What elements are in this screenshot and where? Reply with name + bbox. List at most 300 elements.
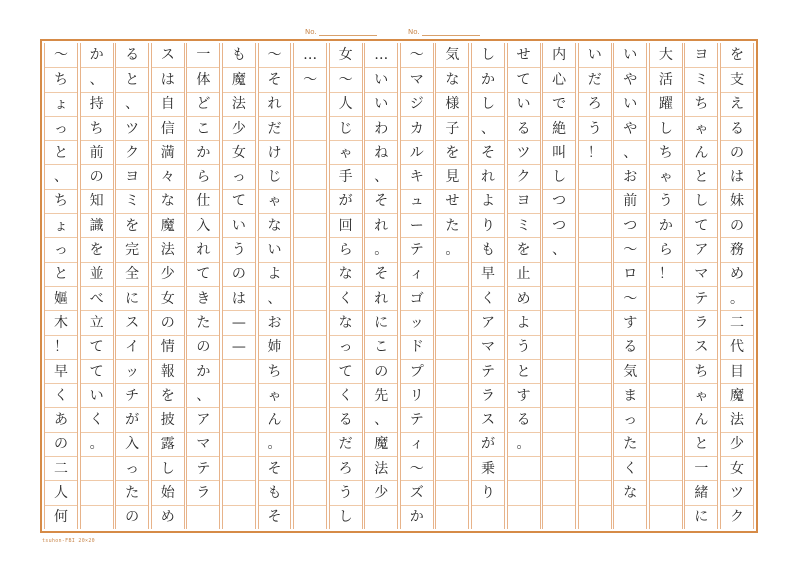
grid-cell: 先 <box>365 383 397 407</box>
grid-cell <box>436 359 468 383</box>
grid-cell: ア <box>187 407 219 431</box>
manuscript-column <box>80 43 114 529</box>
grid-cell: チ <box>116 383 148 407</box>
grid-cell <box>543 286 575 310</box>
grid-cell: に <box>685 505 717 529</box>
grid-cell: を <box>508 237 540 261</box>
grid-cell: ア <box>472 310 504 334</box>
grid-cell: う <box>650 189 682 213</box>
grid-cell: れ <box>187 237 219 261</box>
grid-cell: た <box>187 310 219 334</box>
grid-cell: 〜 <box>409 47 424 64</box>
grid-cell: ち <box>45 189 77 213</box>
grid-cell <box>579 213 611 237</box>
grid-cell <box>579 480 611 504</box>
grid-cell: べ <box>81 286 113 310</box>
grid-cell: ゃ <box>330 140 362 164</box>
grid-cell: い <box>508 92 540 116</box>
grid-cell <box>508 456 540 480</box>
grid-cell: 々 <box>152 164 184 188</box>
grid-cell: 〜 <box>54 47 69 64</box>
grid-cell <box>223 359 255 383</box>
grid-cell <box>294 286 326 310</box>
grid-cell <box>294 407 326 431</box>
number-label-1: No. <box>305 28 317 36</box>
grid-cell <box>650 505 682 529</box>
grid-cell <box>436 262 468 286</box>
grid-cell: え <box>721 92 753 116</box>
grid-cell: い <box>623 47 638 64</box>
grid-cell <box>579 286 611 310</box>
grid-cell: る <box>125 47 140 64</box>
grid-cell: な <box>259 213 291 237</box>
grid-cell: 、 <box>116 92 148 116</box>
grid-cell: ュ <box>401 189 433 213</box>
grid-cell: じ <box>330 116 362 140</box>
grid-cell: を <box>730 47 744 64</box>
grid-cell: な <box>330 262 362 286</box>
grid-cell: そ <box>365 189 397 213</box>
grid-cell: い <box>614 92 646 116</box>
grid-cell: な <box>614 480 646 504</box>
grid-cell: 〜 <box>330 67 362 91</box>
grid-cell: 〜 <box>267 47 282 64</box>
grid-cell <box>650 335 682 359</box>
grid-cell: 完 <box>116 237 148 261</box>
grid-cell: 少 <box>721 432 753 456</box>
grid-cell: 知 <box>81 189 113 213</box>
grid-cell: そ <box>365 262 397 286</box>
grid-cell: れ <box>365 213 397 237</box>
grid-cell <box>543 383 575 407</box>
grid-cell: と <box>45 140 77 164</box>
grid-cell: く <box>81 407 113 431</box>
grid-cell: ク <box>721 505 753 529</box>
grid-cell: ！ <box>45 335 77 359</box>
grid-cell <box>223 480 255 504</box>
grid-cell: し <box>480 47 495 64</box>
grid-cell: の <box>721 140 753 164</box>
grid-cell: ！ <box>579 140 611 164</box>
grid-cell: の <box>116 505 148 529</box>
grid-cell: し <box>685 189 717 213</box>
grid-cell <box>294 456 326 480</box>
grid-cell: 早 <box>472 262 504 286</box>
grid-cell: 回 <box>330 213 362 237</box>
grid-cell: ま <box>614 383 646 407</box>
grid-cell <box>294 383 326 407</box>
grid-cell: イ <box>116 335 148 359</box>
grid-cell: の <box>152 310 184 334</box>
grid-cell: 支 <box>721 67 753 91</box>
grid-cell <box>614 505 646 529</box>
manuscript-column <box>649 43 683 529</box>
grid-cell <box>579 335 611 359</box>
grid-cell <box>223 456 255 480</box>
grid-cell: し <box>152 456 184 480</box>
grid-cell: や <box>614 116 646 140</box>
grid-cell <box>436 407 468 431</box>
number-field-2 <box>408 28 480 36</box>
grid-cell: — <box>223 310 255 334</box>
grid-cell: 。 <box>259 432 291 456</box>
grid-cell: ク <box>508 164 540 188</box>
grid-cell: 手 <box>330 164 362 188</box>
grid-cell: 魔 <box>365 432 397 456</box>
grid-cell: せ <box>516 47 531 64</box>
grid-cell: 大 <box>658 47 673 64</box>
grid-cell: ゃ <box>685 116 717 140</box>
grid-cell: よ <box>472 189 504 213</box>
grid-cell: 報 <box>152 359 184 383</box>
grid-cell: 。 <box>508 432 540 456</box>
grid-cell: そ <box>472 140 504 164</box>
grid-cell <box>223 383 255 407</box>
grid-cell: て <box>81 335 113 359</box>
manuscript-column <box>542 43 576 529</box>
grid-cell: 人 <box>330 92 362 116</box>
grid-cell: 〜 <box>401 456 433 480</box>
grid-cell: マ <box>187 432 219 456</box>
grid-cell: ち <box>685 92 717 116</box>
grid-cell <box>650 407 682 431</box>
grid-cell <box>223 505 255 529</box>
grid-cell: う <box>508 335 540 359</box>
grid-cell <box>543 407 575 431</box>
grid-cell: テ <box>472 359 504 383</box>
grid-cell <box>294 310 326 334</box>
grid-cell: っ <box>45 237 77 261</box>
grid-cell: ゴ <box>401 286 433 310</box>
grid-cell <box>650 480 682 504</box>
grid-cell: 気 <box>614 359 646 383</box>
grid-cell: だ <box>330 432 362 456</box>
grid-cell: り <box>472 213 504 237</box>
grid-cell: か <box>472 67 504 91</box>
grid-cell <box>294 140 326 164</box>
grid-cell: る <box>508 116 540 140</box>
grid-cell: わ <box>365 116 397 140</box>
grid-cell: ち <box>45 67 77 91</box>
grid-cell: カ <box>401 116 433 140</box>
grid-cell: い <box>259 237 291 261</box>
grid-cell: ア <box>685 237 717 261</box>
grid-cell <box>294 505 326 529</box>
grid-cell: 。 <box>436 237 468 261</box>
grid-cell: れ <box>472 164 504 188</box>
grid-cell: 務 <box>721 237 753 261</box>
number-field-1 <box>305 28 377 36</box>
grid-cell: 二 <box>721 310 753 334</box>
grid-cell <box>579 407 611 431</box>
grid-cell: … <box>374 47 389 64</box>
grid-cell <box>294 189 326 213</box>
manuscript-sheet <box>40 39 758 533</box>
grid-cell: 心 <box>543 67 575 91</box>
grid-cell: て <box>81 359 113 383</box>
grid-cell: い <box>223 213 255 237</box>
grid-cell: け <box>259 140 291 164</box>
grid-cell: で <box>543 92 575 116</box>
grid-cell: ツ <box>721 480 753 504</box>
grid-cell: だ <box>259 116 291 140</box>
grid-cell: と <box>685 432 717 456</box>
grid-cell <box>294 335 326 359</box>
grid-cell: ち <box>81 116 113 140</box>
grid-cell <box>436 335 468 359</box>
grid-cell <box>436 383 468 407</box>
grid-cell: 、 <box>187 383 219 407</box>
grid-cell <box>650 286 682 310</box>
grid-cell <box>650 383 682 407</box>
grid-cell: テ <box>187 456 219 480</box>
grid-cell: し <box>543 164 575 188</box>
grid-cell <box>81 456 113 480</box>
grid-cell: に <box>116 286 148 310</box>
grid-cell: 、 <box>365 407 397 431</box>
grid-cell: ょ <box>45 213 77 237</box>
grid-cell: っ <box>45 116 77 140</box>
grid-cell <box>294 164 326 188</box>
grid-cell: 女 <box>152 286 184 310</box>
manuscript-column <box>364 43 398 529</box>
grid-cell: 、 <box>543 237 575 261</box>
grid-cell <box>543 262 575 286</box>
grid-cell: つ <box>614 213 646 237</box>
grid-cell: ん <box>685 407 717 431</box>
grid-cell: マ <box>685 262 717 286</box>
grid-cell: 前 <box>81 140 113 164</box>
grid-cell: 入 <box>187 213 219 237</box>
grid-cell: 一 <box>685 456 717 480</box>
grid-cell: も <box>231 47 246 64</box>
grid-cell: 信 <box>152 116 184 140</box>
grid-cell: こ <box>365 335 397 359</box>
grid-cell: ク <box>116 140 148 164</box>
grid-cell: 、 <box>365 164 397 188</box>
grid-cell: た <box>116 480 148 504</box>
grid-cell: ミ <box>508 213 540 237</box>
grid-cell <box>436 310 468 334</box>
grid-cell: の <box>187 335 219 359</box>
grid-cell: 魔 <box>152 213 184 237</box>
grid-cell: 。 <box>365 237 397 261</box>
grid-cell: う <box>330 480 362 504</box>
grid-cell: ラ <box>187 480 219 504</box>
grid-cell <box>579 164 611 188</box>
manuscript-column <box>222 43 256 529</box>
grid-cell: — <box>223 335 255 359</box>
grid-cell: 前 <box>614 189 646 213</box>
grid-cell: ち <box>685 359 717 383</box>
grid-cell: あ <box>45 407 77 431</box>
grid-cell <box>579 505 611 529</box>
grid-cell: っ <box>116 456 148 480</box>
manuscript-column <box>151 43 185 529</box>
grid-cell: 女 <box>338 47 353 64</box>
grid-cell: 。 <box>721 286 753 310</box>
grid-cell <box>81 505 113 529</box>
grid-cell: ヨ <box>508 189 540 213</box>
grid-cell: 法 <box>365 456 397 480</box>
grid-cell: 女 <box>721 456 753 480</box>
grid-cell: ょ <box>45 92 77 116</box>
grid-cell <box>543 505 575 529</box>
manuscript-column <box>44 43 78 529</box>
grid-cell: 、 <box>45 164 77 188</box>
grid-cell <box>294 92 326 116</box>
grid-cell <box>543 480 575 504</box>
grid-cell: 法 <box>721 407 753 431</box>
grid-cell <box>579 359 611 383</box>
grid-cell <box>294 432 326 456</box>
grid-cell: 自 <box>152 92 184 116</box>
grid-cell: 。 <box>81 432 113 456</box>
grid-cell: く <box>472 286 504 310</box>
grid-cell: う <box>579 116 611 140</box>
grid-cell: ら <box>650 237 682 261</box>
grid-cell: ち <box>259 359 291 383</box>
grid-cell: 並 <box>81 262 113 286</box>
grid-cell: っ <box>223 164 255 188</box>
grid-cell <box>543 359 575 383</box>
grid-cell: 子 <box>436 116 468 140</box>
grid-cell: 一 <box>196 47 211 64</box>
grid-cell <box>436 432 468 456</box>
grid-cell: 魔 <box>721 383 753 407</box>
grid-cell: ッ <box>401 310 433 334</box>
grid-cell <box>650 359 682 383</box>
grid-cell <box>579 456 611 480</box>
grid-cell: 仕 <box>187 189 219 213</box>
grid-cell: も <box>472 237 504 261</box>
grid-cell: 、 <box>614 140 646 164</box>
grid-cell: 内 <box>552 47 567 64</box>
grid-cell <box>472 505 504 529</box>
grid-cell: ス <box>685 335 717 359</box>
grid-cell: ジ <box>401 92 433 116</box>
grid-cell: を <box>152 383 184 407</box>
grid-cell: 満 <box>152 140 184 164</box>
grid-cell: 様 <box>436 92 468 116</box>
grid-cell: そ <box>259 67 291 91</box>
footer-brand: tsuhon-FBI 20×20 <box>42 538 95 544</box>
grid-cell: 人 <box>45 480 77 504</box>
grid-cell: れ <box>365 286 397 310</box>
grid-cell: な <box>436 67 468 91</box>
grid-cell: ミ <box>685 67 717 91</box>
grid-cell <box>579 310 611 334</box>
grid-cell: き <box>187 286 219 310</box>
grid-cell: … <box>303 47 318 64</box>
grid-cell: 目 <box>721 359 753 383</box>
grid-cell: ろ <box>330 456 362 480</box>
grid-cell: ゃ <box>685 383 717 407</box>
grid-cell: る <box>330 407 362 431</box>
grid-cell: ゃ <box>259 189 291 213</box>
manuscript-column <box>613 43 647 529</box>
manuscript-grid <box>44 43 754 529</box>
grid-cell <box>579 237 611 261</box>
number-label-2: No. <box>408 28 420 36</box>
grid-cell: 、 <box>472 116 504 140</box>
grid-cell: 体 <box>187 67 219 91</box>
grid-cell: た <box>436 213 468 237</box>
grid-cell: っ <box>614 407 646 431</box>
grid-cell: そ <box>259 456 291 480</box>
grid-cell: た <box>614 432 646 456</box>
grid-cell: し <box>472 92 504 116</box>
grid-cell: が <box>472 432 504 456</box>
grid-cell: ズ <box>401 480 433 504</box>
grid-cell: 叫 <box>543 140 575 164</box>
grid-cell: お <box>614 164 646 188</box>
grid-cell: 妹 <box>721 189 753 213</box>
grid-cell: 少 <box>152 262 184 286</box>
grid-cell: ら <box>330 237 362 261</box>
grid-cell: て <box>508 67 540 91</box>
grid-cell: に <box>365 310 397 334</box>
grid-cell: 嫗 <box>45 286 77 310</box>
grid-cell: か <box>89 47 104 64</box>
grid-cell: や <box>614 67 646 91</box>
grid-cell <box>294 237 326 261</box>
grid-cell: な <box>330 310 362 334</box>
manuscript-column <box>578 43 612 529</box>
grid-cell: 立 <box>81 310 113 334</box>
grid-cell: 魔 <box>223 67 255 91</box>
grid-cell: テ <box>401 237 433 261</box>
grid-cell: 露 <box>152 432 184 456</box>
grid-cell: め <box>152 505 184 529</box>
grid-cell: を <box>116 213 148 237</box>
manuscript-column <box>258 43 292 529</box>
grid-cell: 情 <box>152 335 184 359</box>
grid-cell <box>223 432 255 456</box>
grid-cell: そ <box>259 505 291 529</box>
grid-cell: っ <box>330 335 362 359</box>
grid-cell: 女 <box>223 140 255 164</box>
grid-cell: る <box>614 335 646 359</box>
grid-cell: め <box>508 286 540 310</box>
grid-cell: こ <box>187 116 219 140</box>
grid-cell <box>436 505 468 529</box>
manuscript-column <box>684 43 718 529</box>
grid-cell <box>650 456 682 480</box>
grid-cell: 入 <box>116 432 148 456</box>
grid-cell: 少 <box>223 116 255 140</box>
grid-cell <box>436 456 468 480</box>
grid-cell: い <box>365 92 397 116</box>
grid-cell <box>436 286 468 310</box>
grid-cell <box>579 262 611 286</box>
grid-cell: は <box>152 67 184 91</box>
grid-cell: ー <box>401 213 433 237</box>
manuscript-column <box>507 43 541 529</box>
grid-cell: ち <box>650 140 682 164</box>
grid-cell: ロ <box>614 262 646 286</box>
grid-cell: と <box>116 67 148 91</box>
grid-cell: を <box>81 237 113 261</box>
grid-cell: は <box>721 164 753 188</box>
manuscript-column <box>186 43 220 529</box>
grid-cell: ツ <box>116 116 148 140</box>
grid-cell: 披 <box>152 407 184 431</box>
grid-cell: め <box>721 262 753 286</box>
grid-cell: ミ <box>116 189 148 213</box>
grid-cell: ル <box>401 140 433 164</box>
grid-cell: が <box>116 407 148 431</box>
